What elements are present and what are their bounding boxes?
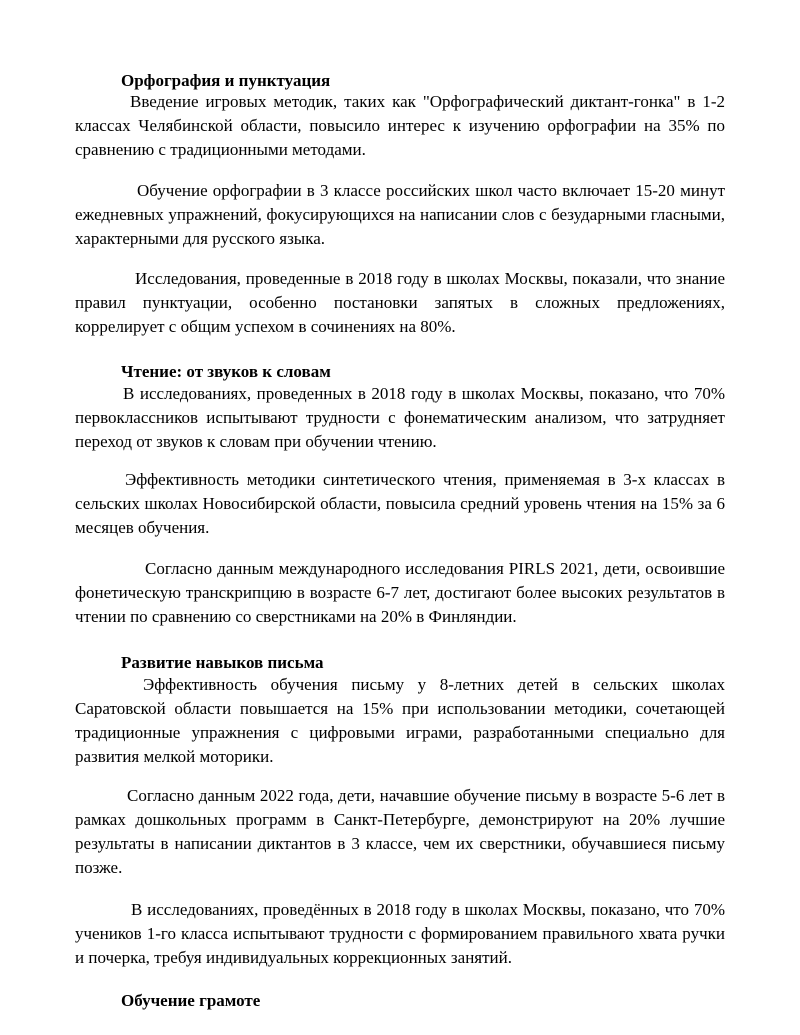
section-heading-reading: Чтение: от звуков к словам [121, 362, 331, 381]
paragraph: Исследования, проведенные в 2018 году в школах Москвы, показали, что знание правил пунктуации, особенно постановки запятых в сложных предложениях, коррелирует с общим успехом в сочинениях на 80%. [75, 269, 725, 336]
paragraph: В исследованиях, проведенных в 2018 году в школах Москвы, показано, что 70% первоклассников испытывают трудности с фонематическим анализом, что затрудняет переход от звуков к словам при обучении чтению. [75, 384, 725, 451]
paragraph: Эффективность обучения письму у 8-летних детей в сельских школах Саратовской области повышается на 15% при использовании методики, сочетающей традиционные упражнения с цифровыми играми, разработанными специально для развития мелкой моторики. [75, 675, 725, 766]
paragraph: В исследованиях, проведённых в 2018 году в школах Москвы, показано, что 70% учеников 1-го класса испытывают трудности с формированием правильного хвата ручки и почерка, требуя индивидуальных коррекционных занятий. [75, 900, 725, 967]
paragraph: Эффективность методики синтетического чтения, применяемая в 3-х классах в сельских школах Новосибирской области, повысила средний уровень чтения на 15% за 6 месяцев обучения. [75, 470, 725, 537]
paragraph: Введение игровых методик, таких как "Орфографический диктант-гонка" в 1-2 классах Челябинской области, повысило интерес к изучению орфографии на 35% по сравнению с традиционными методами. [75, 92, 725, 159]
section-heading-literacy: Обучение грамоте [121, 991, 261, 1010]
paragraph: Обучение орфографии в 3 классе российских школ часто включает 15-20 минут ежедневных упражнений, фокусирующихся на написании слов с безударными гласными, характерными для русского языка. [75, 181, 725, 248]
paragraph: Согласно данным 2022 года, дети, начавшие обучение письму в возрасте 5-6 лет в рамках дошкольных программ в Санкт-Петербурге, демонстрируют на 20% лучшие результаты в написании диктантов в 3 классе, чем их сверстники, обучавшиеся письму позже. [75, 786, 725, 877]
section-heading-writing: Развитие навыков письма [121, 653, 324, 672]
paragraph: Согласно данным международного исследования PIRLS 2021, дети, освоившие фонетическую транскрипцию в возрасте 6-7 лет, достигают более высоких результатов в чтении по сравнению со сверстниками на 20% в Финляндии. [75, 559, 725, 626]
section-heading-orthography: Орфография и пунктуация [121, 71, 331, 90]
